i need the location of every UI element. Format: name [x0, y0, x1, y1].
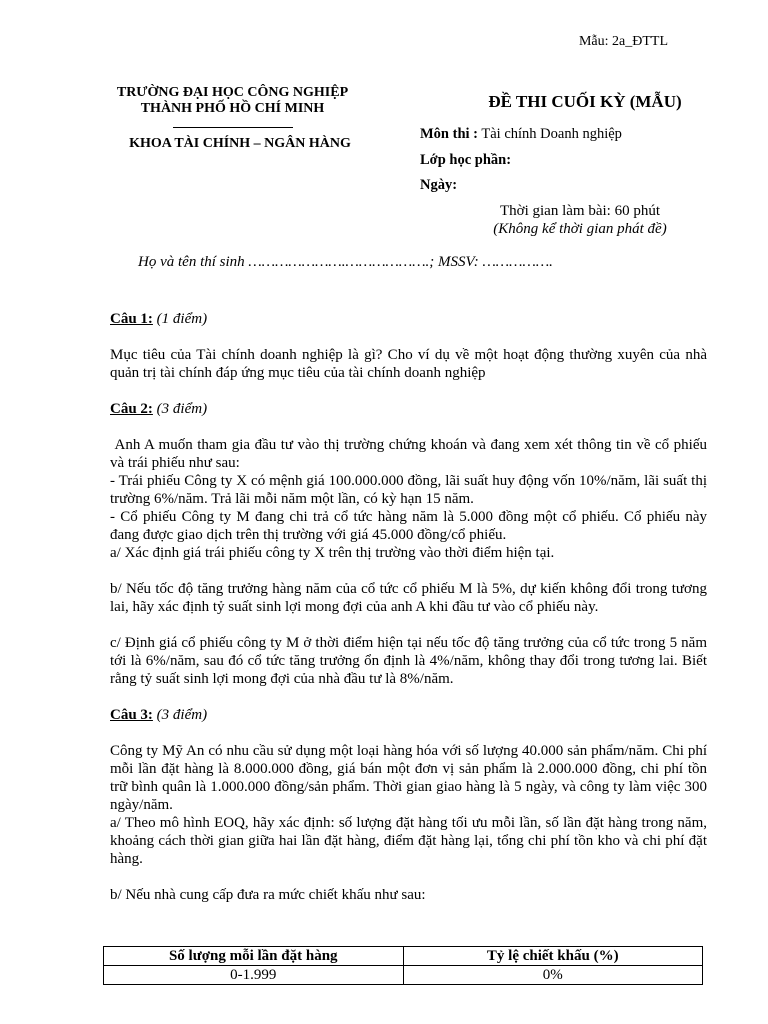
- q2-intro: Anh A muốn tham gia đầu tư vào thị trường chứng khoán và đang xem xét thông tin về cổ phiếu và trái phiếu như sau:: [110, 437, 711, 471]
- q2-part-c: c/ Định giá cổ phiếu công ty M ở thời điểm hiện tại nếu tốc độ tăng trưởng của cổ tức trong 5 năm tới là 6%/năm, sau đó cổ tức tăng trưởng ổn định là 4%/năm, không thay đổi trong tương lai. Biết rằng tỷ suất sinh lợi mong đợi của nhà đầu tư là 8%/năm.: [110, 635, 707, 687]
- faculty-name: KHOA TÀI CHÍNH – NGÂN HÀNG: [129, 136, 351, 151]
- duration-note: (Không kể thời gian phát đề): [493, 221, 667, 237]
- q3-part-b: b/ Nếu nhà cung cấp đưa ra mức chiết khấu như sau:: [110, 887, 426, 903]
- subject-line: [420, 126, 622, 143]
- q2-points: (3 điểm): [156, 401, 208, 417]
- discount-table: [103, 946, 703, 985]
- subject-label: Môn thi :: [420, 126, 478, 142]
- q2-bond: - Trái phiếu Công ty X có mệnh giá 100.000.000 đồng, lãi suất huy động vốn 10%/năm, lãi suất thị trường 6%/năm. Trả lãi mỗi năm một lần, có kỳ hạn 15 năm.: [110, 473, 707, 507]
- q2-heading: [110, 400, 707, 418]
- q3-heading: [110, 706, 707, 724]
- q3-label: Câu 3:: [110, 707, 153, 723]
- duration-text: Thời gian làm bài: 60 phút: [500, 203, 660, 219]
- table-row: [104, 966, 703, 985]
- q3-points: (3 điểm): [156, 707, 208, 723]
- exam-duration: [480, 202, 680, 238]
- school-line-2: THÀNH PHỐ HỒ CHÍ MINH: [140, 101, 325, 116]
- q1-text: Mục tiêu của Tài chính doanh nghiệp là gì? Cho ví dụ về một hoạt động thường xuyên của nhà quản trị tài chính đáp ứng mục tiêu của tài chính doanh nghiệp: [110, 347, 707, 381]
- subject-value: Tài chính Doanh nghiệp: [481, 126, 622, 142]
- date-line: [420, 177, 457, 194]
- exam-body: [110, 310, 711, 904]
- q1-points: (1 điểm): [156, 311, 208, 327]
- cell-discount: 0%: [403, 966, 703, 985]
- date-label: Ngày:: [420, 177, 458, 193]
- cell-quantity: 0-1.999: [104, 966, 404, 985]
- table-header-row: [104, 947, 703, 966]
- q1-heading: [110, 310, 707, 328]
- header-order-quantity: Số lượng mỗi lần đặt hàng: [104, 947, 404, 966]
- candidate-line: Họ và tên thí sinh ………………….……………….; MSSV: …………….: [138, 254, 553, 270]
- q3-part-a: a/ Theo mô hình EOQ, hãy xác định: số lượng đặt hàng tối ưu mỗi lần, số lần đặt hàng trong năm, khoảng cách thời gian giữa hai lần đặt hàng, điểm đặt hàng lại, tổng chi phí tồn kho và chi phí đặt hàng.: [110, 815, 707, 867]
- exam-title: ĐỀ THI CUỐI KỲ (MẪU): [488, 92, 682, 111]
- class-label: Lớp học phần:: [420, 152, 512, 168]
- q2-part-b: b/ Nếu tốc độ tăng trưởng hàng năm của cổ tức cổ phiếu M là 5%, dự kiến không đổi trong tương lai, hãy xác định tỷ suất sinh lợi mong đợi của anh A khi đầu tư vào cổ phiếu này.: [110, 581, 707, 615]
- q1-label: Câu 1:: [110, 311, 153, 327]
- q2-label: Câu 2:: [110, 401, 153, 417]
- q3-intro: Công ty Mỹ An có nhu cầu sử dụng một loại hàng hóa với số lượng 40.000 sản phẩm/năm. Chi phí mỗi lần đặt hàng là 8.000.000 đồng, giá bán một đơn vị sản phẩm là 2.000.000 đồng, chi phí tồn trữ bình quân là 1.000.000 đồng/sản phẩm. Thời gian giao hàng là 5 ngày, và công ty làm việc 300 ngày/năm.: [110, 743, 707, 813]
- header-discount-rate: Tỷ lệ chiết khấu (%): [403, 947, 703, 966]
- q2-stock: - Cổ phiếu Công ty M đang chi trả cổ tức hàng năm là 5.000 đồng một cổ phiếu. Cổ phiếu này đang được giao dịch trên thị trường với giá 45.000 đồng/cổ phiếu.: [110, 509, 707, 543]
- class-line: [420, 152, 511, 169]
- form-code: Mẫu: 2a_ĐTTL: [578, 34, 668, 49]
- q2-part-a: a/ Xác định giá trái phiếu công ty X trên thị trường vào thời điểm hiện tại.: [110, 545, 555, 561]
- school-underline: [173, 127, 293, 128]
- school-line-1: TRƯỜNG ĐẠI HỌC CÔNG NGHIỆP: [116, 85, 349, 100]
- school-name: [100, 85, 365, 133]
